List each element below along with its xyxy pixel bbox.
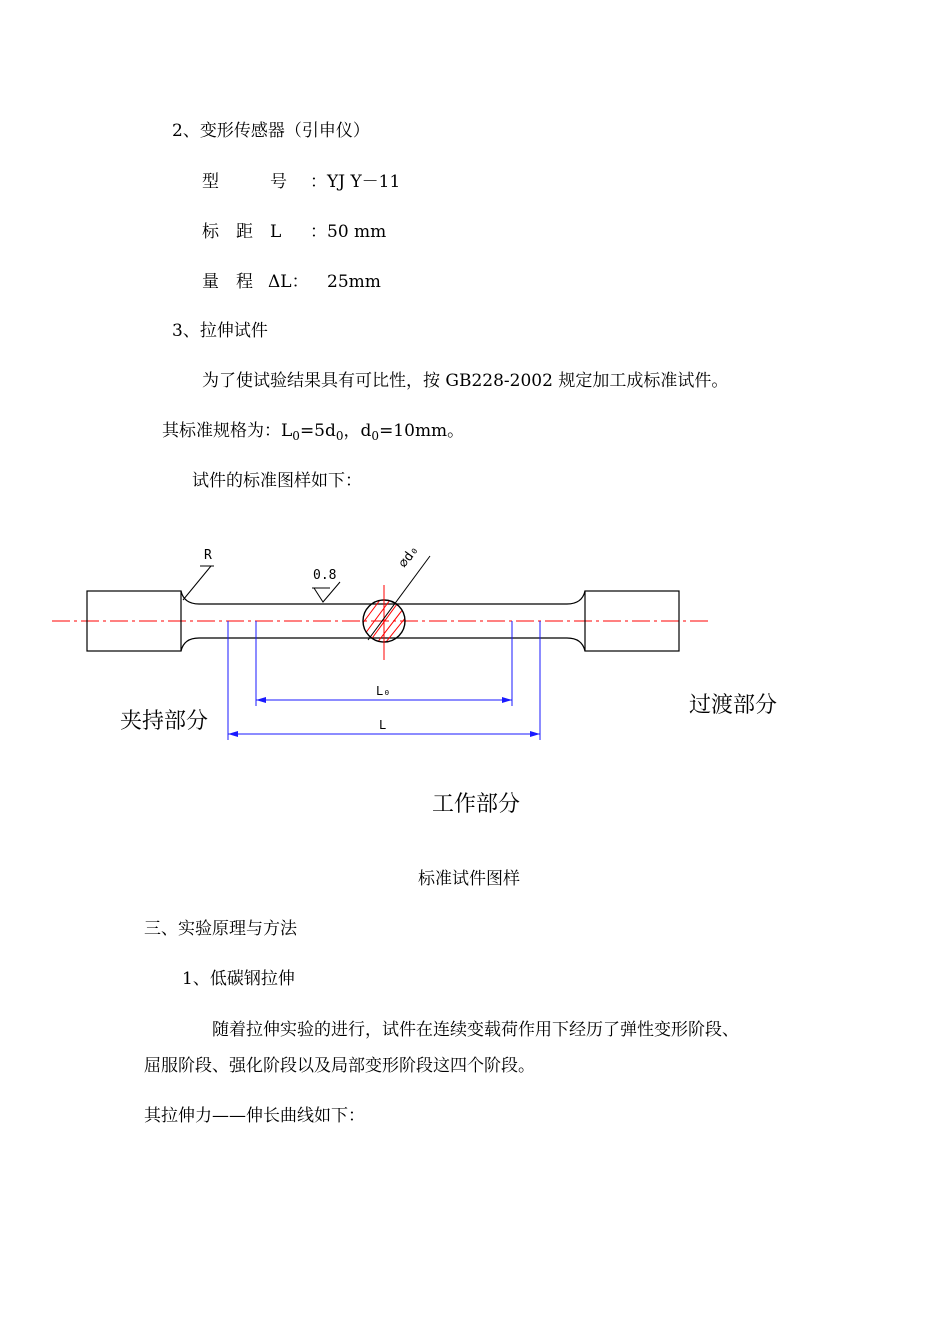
gauge-value: ：50 mm — [310, 222, 387, 242]
model-label: 型 号 — [202, 172, 287, 192]
grip-part-label: 夹持部分 — [120, 709, 209, 734]
range-value: 25mm — [327, 272, 381, 292]
roughness-symbol — [314, 582, 340, 602]
stages-paragraph-line-1: 随着拉伸实验的进行，试件在连续变载荷作用下经历了弹性变形阶段、 — [212, 1020, 739, 1040]
model-value: ：YJ Y－11 — [310, 172, 401, 192]
l0-label: L₀ — [376, 684, 391, 698]
curve-intro: 其拉伸力——伸长曲线如下： — [144, 1106, 365, 1126]
section-3-paragraph: 为了使试验结果具有可比性，按 GB228-2002 规定加工成标准试件。 — [202, 371, 729, 391]
radius-leader — [183, 566, 211, 600]
section-3-heading: 3、拉伸试件 — [172, 321, 268, 341]
stages-paragraph-line-2: 屈服阶段、强化阶段以及局部变形阶段这四个阶段。 — [144, 1056, 535, 1076]
section-III-heading: 三、实验原理与方法 — [144, 919, 297, 939]
radius-label: R — [204, 548, 212, 563]
figure-caption: 标准试件图样 — [418, 869, 520, 889]
diameter-leader — [368, 556, 430, 640]
cross-section-hatch — [350, 600, 430, 652]
body-bottom-outline — [181, 638, 585, 651]
figure-intro: 试件的标准图样如下： — [192, 471, 362, 491]
range-symbol: ΔL： — [268, 272, 309, 292]
body-top-outline — [181, 591, 585, 604]
l-label: L — [379, 718, 387, 732]
diameter-label: ⌀d₀ — [396, 543, 422, 571]
working-part-label: 工作部分 — [432, 792, 521, 817]
transition-part-label: 过渡部分 — [689, 693, 778, 718]
subsection-1-heading: 1、低碳钢拉伸 — [182, 969, 295, 989]
roughness-label: 0.8 — [313, 568, 337, 583]
range-label: 量 程 — [202, 272, 253, 292]
spec-line: 其标准规格为：$L_0=5d_0$，$d_0=10mm$。 — [162, 421, 465, 443]
section-2-heading: 2、变形传感器（引申仪） — [172, 121, 370, 141]
gauge-label: 标 距 L — [202, 222, 282, 242]
